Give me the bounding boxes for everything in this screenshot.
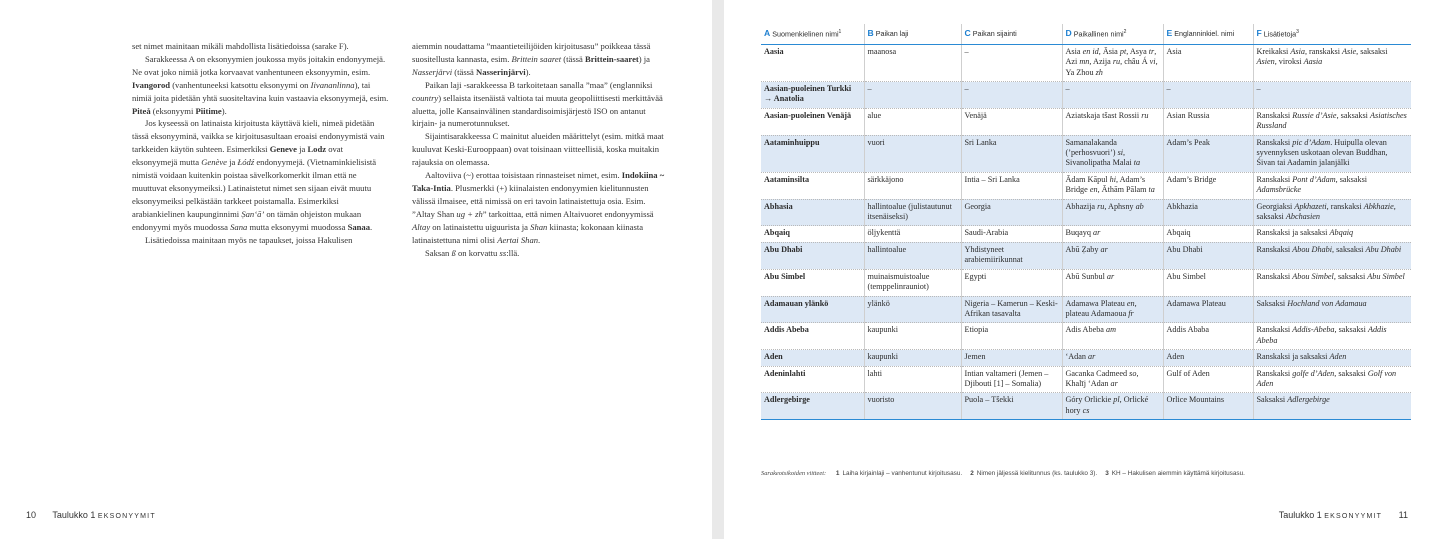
table-cell: Yhdistyneet arabiemiirikunnat xyxy=(961,242,1062,269)
paragraph: Paikan laji -sarakkeessa B tarkoitetaan sanalla ”maa” (englanniksi country) sellaista itsenäistä valtiota tai muuta geopoliittisesti merkittävää aluetta, jolle Kansainvälinen standardisoimisjärjestö ISO on antanut kirjain- ja numerotunnukset. xyxy=(412,79,663,129)
table-row xyxy=(761,44,1411,81)
table-cell: Ādam Kāpul hi, Adam’s Bridge en, Āthām Pālam ta xyxy=(1062,172,1163,199)
paragraph: Lisätiedoissa mainitaan myös ne tapaukset, joissa Hakulisen xyxy=(145,234,353,245)
paragraph: Sarakkeessa A on eksonyymien joukossa myös joitakin endonyymejä. Ne ovat joko nimiä jotka korvaavat vanhentuneen eksonyymin, esim. Ivangorod (vanhentuneeksi katsottu eksonyymi on Iivananlinna), tai nimiä joita pidetään yhtä suositeltavina kuin vastaavia eksonyymejä, esim. Piteå (eksonyymi Piitime). xyxy=(132,53,389,116)
left-footer xyxy=(26,510,156,520)
table-cell: Intian valtameri (Jemen – Djibouti [1] – Somalia) xyxy=(961,366,1062,393)
table-cell: Aden xyxy=(761,350,864,366)
page-number: 11 xyxy=(1398,510,1408,520)
table-cell: alue xyxy=(864,108,961,135)
table-cell: Puola – Tšekki xyxy=(961,393,1062,420)
table-cell: Adamauan ylänkö xyxy=(761,296,864,323)
table-cell: kaupunki xyxy=(864,350,961,366)
exonym-table xyxy=(761,24,1411,420)
table-body xyxy=(761,44,1411,419)
table-row xyxy=(761,350,1411,366)
table-cell: Addis Ababa xyxy=(1163,323,1253,350)
table-cell: Addis Abeba xyxy=(761,323,864,350)
table-cell: Jemen xyxy=(961,350,1062,366)
column-header: B Paikan laji xyxy=(864,24,961,44)
right-footer xyxy=(1279,510,1408,520)
paragraph: Sijaintisarakkeessa C mainitut alueiden määrittelyt (esim. mitkä maat kuuluvat Keski-Eurooppaan) ovat toisinaan viitteellisiä, koska muitakin rajauksia on olemassa. xyxy=(412,131,664,168)
table-cell: Ranskaksi ja saksaksi Aden xyxy=(1253,350,1411,366)
table-cell: Adamawa Plateau en, plateau Adamaoua fr xyxy=(1062,296,1163,323)
table-cell: Samanalakanda (’perhosvuori’) si, Sivanolipatha Malai ta xyxy=(1062,135,1163,172)
table-cell: lahti xyxy=(864,366,961,393)
table-cell: maanosa xyxy=(864,44,961,81)
footer-title: Taulukko 1 xyxy=(52,510,96,520)
table-cell: – xyxy=(1163,82,1253,109)
page-number: 10 xyxy=(26,510,37,520)
footer-title: Taulukko 1 xyxy=(1278,510,1322,520)
table-cell: Adlergebirge xyxy=(761,393,864,420)
footer-subtitle: EKSONYYMIT xyxy=(1324,513,1383,520)
table-row xyxy=(761,108,1411,135)
table-cell: Aden xyxy=(1163,350,1253,366)
table-cell: vuori xyxy=(864,135,961,172)
text-column-1 xyxy=(132,40,390,247)
table-cell: hallintoalue (julistautunut itsenäiseksi) xyxy=(864,199,961,226)
table-cell: Ranskaksi Abou Simbel, saksaksi Abu Simbel xyxy=(1253,269,1411,296)
table-row xyxy=(761,172,1411,199)
table-row xyxy=(761,199,1411,226)
table-cell: Abu Simbel xyxy=(1163,269,1253,296)
column-notes xyxy=(761,470,1411,477)
table-cell: – xyxy=(1062,82,1163,109)
table-row xyxy=(761,242,1411,269)
table-cell: Aataminsilta xyxy=(761,172,864,199)
paragraph: Saksan ß on korvattu ss:llä. xyxy=(425,247,520,258)
table-cell: Nigeria – Kamerun – Keski-Afrikan tasavalta xyxy=(961,296,1062,323)
table-row xyxy=(761,269,1411,296)
table-cell: Góry Orlickie pl, Orlické hory cs xyxy=(1062,393,1163,420)
table-cell: Abū Ẓaby ar xyxy=(1062,242,1163,269)
table-cell: Abhazija ru, Aphsny ab xyxy=(1062,199,1163,226)
table-cell: Orlice Mountains xyxy=(1163,393,1253,420)
table-cell: Ranskaksi ja saksaksi Abqaiq xyxy=(1253,226,1411,242)
table-cell: Adam’s Peak xyxy=(1163,135,1253,172)
left-page xyxy=(0,0,712,539)
table-cell: vuoristo xyxy=(864,393,961,420)
table-cell: Gacanka Cadmeed so, Khalīj ‘Adan ar xyxy=(1062,366,1163,393)
table-cell: Asia en id, Āsia pt, Asya tr, Azi mn, Azija ru, châu Á vi, Ya Zhou zh xyxy=(1062,44,1163,81)
table-cell: Aasian-puoleinen Turkki → Anatolia xyxy=(761,82,864,109)
table-cell: Georgia xyxy=(961,199,1062,226)
table-cell: ‘Adan ar xyxy=(1062,350,1163,366)
table-row xyxy=(761,82,1411,109)
table-row xyxy=(761,393,1411,420)
table-row xyxy=(761,323,1411,350)
table-row xyxy=(761,296,1411,323)
table-cell: Etiopia xyxy=(961,323,1062,350)
table-cell: öljykenttä xyxy=(864,226,961,242)
table-cell: Egypti xyxy=(961,269,1062,296)
table-cell: Abu Dhabi xyxy=(1163,242,1253,269)
table-cell: Abu Simbel xyxy=(761,269,864,296)
table-cell: Ranskaksi Addis-Abeba, saksaksi Addis Abeba xyxy=(1253,323,1411,350)
text-column-2 xyxy=(412,40,670,259)
table-cell: muinaismuistoalue (temppelinrauniot) xyxy=(864,269,961,296)
table-cell: – xyxy=(864,82,961,109)
table-cell: Asian Russia xyxy=(1163,108,1253,135)
paragraph: Jos kyseessä on latinaista kirjoitusta käyttävä kieli, nimeä pidetään tässä eksonyyminä, vaikka se kirjoitusasultaan eroaisi endonyymistä vain tarkkeiden käytön suhteen. Esimerkiksi Geneve ja Lodz ovat eksonyymejä mutta Genève ja Łódź endonyymejä. (Vietnaminkielisistä nimistä voidaan kuitenkin poistaa sävelkorkomerkit ilman että ne muuttuvat eksonyymeiksi.) Latinaistetut nimet sen sijaan eivät muutu eksonyymeiksi pelkästään tarkkeet poistamalla. Esimerkiksi arabiankielinen kaupunginnimi Ṣan‘ā’ on tämän ohjeiston mukaan endonyymi myös muodossa Sana mutta eksonyymi muodossa Sanaa. xyxy=(132,118,385,232)
table-cell: – xyxy=(961,82,1062,109)
note-item: 1 Laiha kirjainlaji – vanhentunut kirjoitusasu. xyxy=(835,470,963,477)
table-cell: Venäjä xyxy=(961,108,1062,135)
column-header: F Lisätietoja$^3$ xyxy=(1253,24,1411,44)
table-cell: Adis Abeba am xyxy=(1062,323,1163,350)
table-cell: Adeninlahti xyxy=(761,366,864,393)
table-cell: Abqaiq xyxy=(1163,226,1253,242)
table-row xyxy=(761,226,1411,242)
table-row xyxy=(761,366,1411,393)
note-item: 2 Nimen jäljessä kielitunnus (ks. taulukko 3). xyxy=(970,470,1098,477)
table-cell: Saksaksi Adlergebirge xyxy=(1253,393,1411,420)
table-cell: Georgiaksi Apkhazeti, ranskaksi Abkhazie, saksaksi Abchasien xyxy=(1253,199,1411,226)
table-cell: Ranskaksi pic d’Adam. Huipulla olevan syvennyksen uskotaan olevan Buddhan, Śivan tai Aadamin jalanjälki xyxy=(1253,135,1411,172)
column-header: D Paikallinen nimi$^2$ xyxy=(1062,24,1163,44)
right-page xyxy=(724,0,1436,539)
table-cell: Asia xyxy=(1163,44,1253,81)
table-cell: Abhasia xyxy=(761,199,864,226)
table-cell: Aasian-puoleinen Venäjä xyxy=(761,108,864,135)
table-cell: Intia – Sri Lanka xyxy=(961,172,1062,199)
table-cell: Saudi-Arabia xyxy=(961,226,1062,242)
table-header-row xyxy=(761,24,1411,44)
column-header: C Paikan sijainti xyxy=(961,24,1062,44)
paragraph: Aaltoviiva (~) erottaa toisistaan rinnasteiset nimet, esim. Indokiina ~ Taka-Intia. Plusmerkki (+) kiinalaisten endonyymien kielitunnusten välissä ilmaisee, että nimissä on eri tavoin latinaistettuja osia. Esim. ”Altay Shan ug + zh” tarkoittaa, että nimen Altaivuoret endonyymissä Altay on latinaistettu uiguurista ja Shan kiinasta; kokonaan kiinasta latinaistettuna nimi olisi Aertai Shan. xyxy=(412,170,665,245)
table-cell: Gulf of Aden xyxy=(1163,366,1253,393)
table-cell: särkkäjono xyxy=(864,172,961,199)
table-cell: Abkhazia xyxy=(1163,199,1253,226)
footer-subtitle: EKSONYYMIT xyxy=(97,513,156,520)
table-row xyxy=(761,135,1411,172)
notes-label: Sarakeotsikoiden viitteet: xyxy=(761,470,827,477)
note-item: 3 KH – Hakulisen aiemmin käyttämä kirjoitusasu. xyxy=(1105,470,1245,477)
table-cell: Ranskaksi Pont d’Adam, saksaksi Adamsbrücke xyxy=(1253,172,1411,199)
column-header: A Suomenkielinen nimi$^1$ xyxy=(761,24,864,44)
table-cell: Kreikaksi Asia, ranskaksi Asie, saksaksi Asien, viroksi Aasia xyxy=(1253,44,1411,81)
table-cell: – xyxy=(1253,82,1411,109)
notes-list xyxy=(836,470,1253,477)
table-cell: Adam’s Bridge xyxy=(1163,172,1253,199)
table-cell: Aziatskaja tšast Rossii ru xyxy=(1062,108,1163,135)
column-header: E Englanninkiel. nimi xyxy=(1163,24,1253,44)
table-cell: Ranskaksi Russie d’Asie, saksaksi Asiatisches Russland xyxy=(1253,108,1411,135)
table-cell: hallintoalue xyxy=(864,242,961,269)
table-cell: Ranskaksi golfe d’Aden, saksaksi Golf von Aden xyxy=(1253,366,1411,393)
table-cell: Abqaiq xyxy=(761,226,864,242)
paragraph: aiemmin noudattama ”maantieteilijöiden kirjoitusasu” poikkeaa tässä suositellusta kannasta, esim. Brittein saaret (tässä Brittein-saaret) ja Nasserjärvi (tässä Nasserinjärvi). xyxy=(412,41,651,77)
table-cell: ylänkö xyxy=(864,296,961,323)
table-cell: Aataminhuippu xyxy=(761,135,864,172)
table-cell: Abu Dhabi xyxy=(761,242,864,269)
table-cell: Adamawa Plateau xyxy=(1163,296,1253,323)
table-cell: Ranskaksi Abou Dhabi, saksaksi Abu Dhabi xyxy=(1253,242,1411,269)
table-cell: kaupunki xyxy=(864,323,961,350)
table-cell: – xyxy=(961,44,1062,81)
table-cell: Aasia xyxy=(761,44,864,81)
paragraph: set nimet mainitaan mikäli mahdollista lisätiedoissa (sarake F). xyxy=(132,41,349,51)
table-cell: Sri Lanka xyxy=(961,135,1062,172)
table-cell: Saksaksi Hochland von Adamaua xyxy=(1253,296,1411,323)
table-cell: Abū Sunbul ar xyxy=(1062,269,1163,296)
table-cell: Buqayq ar xyxy=(1062,226,1163,242)
